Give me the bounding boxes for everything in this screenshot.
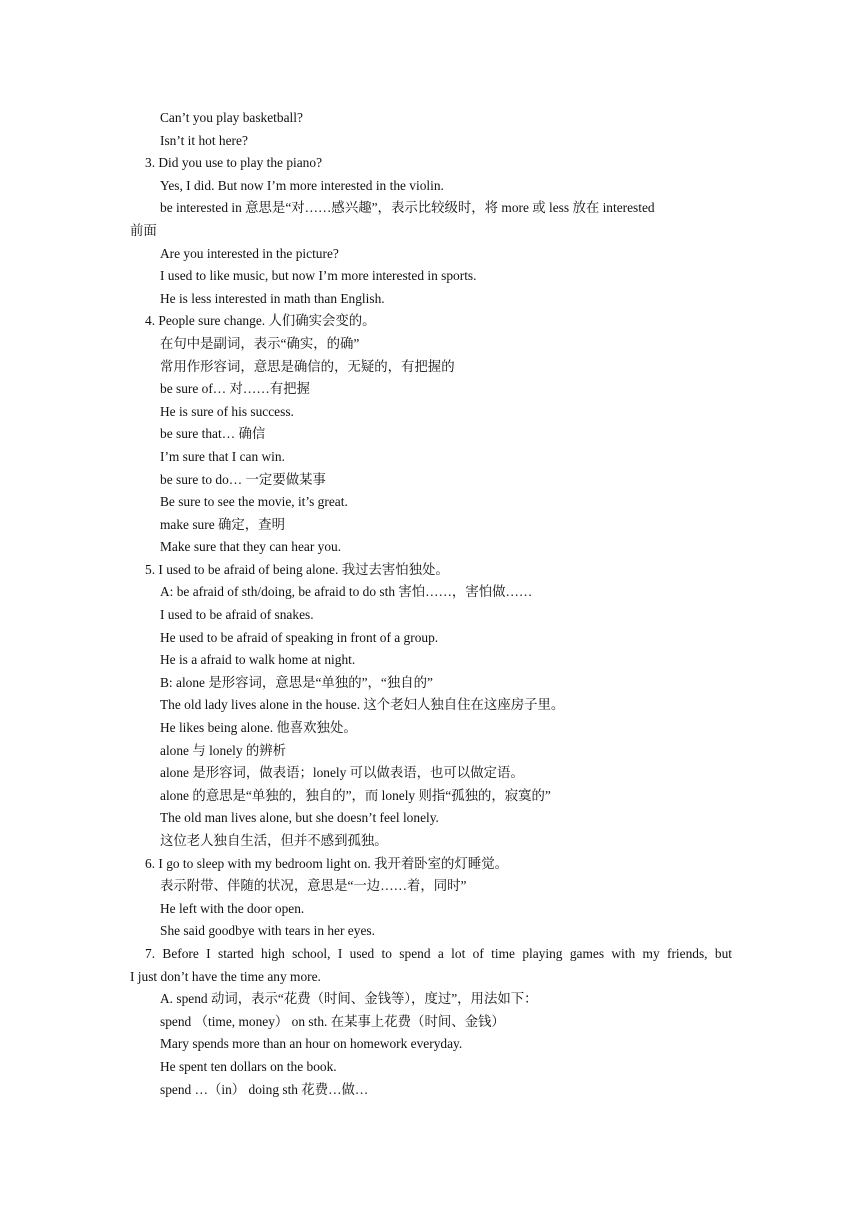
text-line: He is a afraid to walk home at night. <box>160 652 356 668</box>
text-line: He left with the door open. <box>160 900 305 916</box>
text-line: be sure of… 对……有把握 <box>160 381 310 397</box>
text-line: Be sure to see the movie, it’s great. <box>160 494 348 510</box>
text-line: Isn’t it hot here? <box>160 132 248 148</box>
text-line: 常用作形容词，意思是确信的，无疑的，有把握的 <box>160 358 455 374</box>
text-line: I just don’t have the time any more. <box>130 968 321 984</box>
text-line: alone 是形容词，做表语；lonely 可以做表语，也可以做定语。 <box>160 765 524 781</box>
text-line: I used to like music, but now I’m more interested in sports. <box>160 268 477 284</box>
text-line: be sure that… 确信 <box>160 426 266 442</box>
text-line: He likes being alone. 他喜欢独处。 <box>160 720 357 736</box>
item-heading-6: 6. I go to sleep with my bedroom light on. 我开着卧室的灯睡觉。 <box>145 855 509 871</box>
text-line: alone 与 lonely 的辨析 <box>160 742 287 758</box>
text-line: I’m sure that I can win. <box>160 448 285 464</box>
text-line: I used to be afraid of snakes. <box>160 607 314 623</box>
text-line: He spent ten dollars on the book. <box>160 1058 337 1074</box>
text-line: spend （time, money） on sth. 在某事上花费（时间、金钱） <box>160 1013 505 1029</box>
text-line: 表示附带、伴随的状况，意思是“一边……着，同时” <box>160 878 467 894</box>
text-line: B: alone 是形容词，意思是“单独的”，“独自的” <box>160 674 433 690</box>
item-heading-3: 3. Did you use to play the piano? <box>145 155 323 171</box>
text-line: 前面 <box>130 222 157 238</box>
text-line: The old lady lives alone in the house. 这个老妇人独自住在这座房子里。 <box>160 697 565 713</box>
text-line: spend …（in） doing sth 花费…做… <box>160 1081 369 1097</box>
text-line: Can’t you play basketball? <box>160 110 303 125</box>
text-line: alone 的意思是“单独的，独自的”，而 lonely 则指“孤独的，寂寞的” <box>160 787 551 803</box>
text-line: Make sure that they can hear you. <box>160 539 342 555</box>
text-line: 在句中是副词，表示“确实，的确” <box>160 335 360 351</box>
text-line: He is sure of his success. <box>160 403 294 419</box>
document-body <box>0 107 860 1101</box>
text-line: 这位老人独自生活，但并不感到孤独。 <box>160 833 388 848</box>
text-line: Are you interested in the picture? <box>160 245 339 261</box>
text-line: A: be afraid of sth/doing, be afraid to do sth 害怕……，害怕做…… <box>160 584 533 600</box>
item-heading-4: 4. People sure change. 人们确实会变的。 <box>145 313 376 329</box>
item-heading-7: 7. Before I started high school, I used to spend a lot of time playing games with my friends, but <box>145 945 732 961</box>
text-line: be sure to do… 一定要做某事 <box>160 471 326 487</box>
text-line: Yes, I did. But now I’m more interested in the violin. <box>160 177 444 193</box>
text-line: The old man lives alone, but she doesn’t feel lonely. <box>160 810 439 826</box>
text-line: A. spend 动词，表示“花费（时间、金钱等），度过”，用法如下： <box>160 991 538 1007</box>
text-line: Mary spends more than an hour on homework everyday. <box>160 1036 463 1052</box>
text-line: make sure 确定，查明 <box>160 516 285 532</box>
item-heading-5: 5. I used to be afraid of being alone. 我过去害怕独处。 <box>145 561 449 577</box>
text-line: She said goodbye with tears in her eyes. <box>160 923 375 939</box>
text-line: He used to be afraid of speaking in front of a group. <box>160 629 439 645</box>
text-line: He is less interested in math than English. <box>160 290 385 306</box>
text-line: be interested in 意思是“对……感兴趣”，表示比较级时，将 more 或 less 放在 interested <box>160 200 655 216</box>
